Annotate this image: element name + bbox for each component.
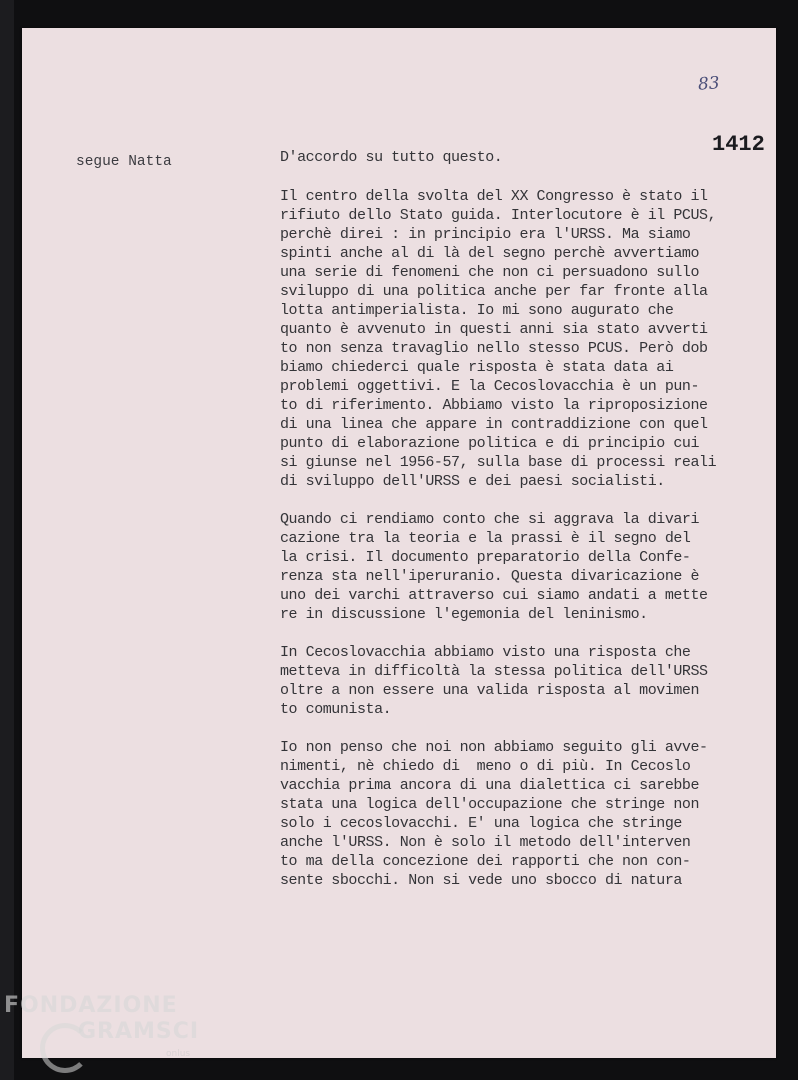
text-line: to ma della concezione dei rapporti che non con- (280, 853, 691, 870)
scan-edge (0, 0, 14, 1080)
text-line: sviluppo di una politica anche per far fronte alla (280, 283, 708, 300)
watermark-line-1: FONDAZIONE (4, 993, 178, 1018)
text-line: quanto è avvenuto in questi anni sia stato avverti (280, 321, 708, 338)
handwritten-page-number: 83 (697, 73, 721, 95)
stamped-page-number: 1412 (712, 132, 765, 157)
text-line: to comunista. (280, 701, 392, 718)
text-line: anche l'URSS. Non è solo il metodo dell'interven (280, 834, 691, 851)
text-line: problemi oggettivi. E la Cecoslovacchia è un pun- (280, 378, 700, 395)
paragraph (280, 738, 765, 890)
text-line: oltre a non essere una valida risposta al movimen (280, 682, 700, 699)
text-line: solo i cecoslovacchi. E' una logica che stringe (280, 815, 682, 832)
text-line: punto di elaborazione politica e di principio cui (280, 435, 700, 452)
text-line: D'accordo su tutto questo. (280, 149, 503, 166)
text-line: una serie di fenomeni che non ci persuadono sullo (280, 264, 700, 281)
text-line: Il centro della svolta del XX Congresso è stato il (280, 188, 708, 205)
paragraph (280, 148, 765, 167)
text-line: In Cecoslovacchia abbiamo visto una risposta che (280, 644, 691, 661)
text-line: sente sbocchi. Non si vede uno sbocco di natura (280, 872, 682, 889)
text-line: cazione tra la teoria e la prassi è il segno del (280, 530, 691, 547)
text-line: lotta antimperialista. Io mi sono augurato che (280, 302, 674, 319)
text-line: Quando ci rendiamo conto che si aggrava la divari (280, 511, 700, 528)
text-line: spinti anche al di là del segno perchè avvertiamo (280, 245, 700, 262)
text-line: to non senza travaglio nello stesso PCUS. Però dob (280, 340, 708, 357)
text-line: biamo chiederci quale risposta è stata data ai (280, 359, 674, 376)
fondazione-gramsci-watermark (4, 993, 200, 1079)
text-line: la crisi. Il documento preparatorio della Confe- (280, 549, 691, 566)
text-line: metteva in difficoltà la stessa politica dell'URSS (280, 663, 708, 680)
text-line: perchè direi : in principio era l'URSS. Ma siamo (280, 226, 691, 243)
text-line: nimenti, nè chiedo di meno o di più. In Cecoslo (280, 758, 691, 775)
text-line: uno dei varchi attraverso cui siamo andati a mette (280, 587, 708, 604)
watermark-onlus: onlus (166, 1049, 191, 1059)
watermark-line-2: GRAMSCI (78, 1019, 200, 1044)
typed-text-body (280, 148, 765, 909)
paragraph (280, 187, 765, 491)
text-line: Io non penso che noi non abbiamo seguito gli avve- (280, 739, 708, 756)
text-line: di una linea che appare in contraddizione con quel (280, 416, 708, 433)
paragraph (280, 643, 765, 719)
text-line: vacchia prima ancora di una dialettica ci sarebbe (280, 777, 700, 794)
text-line: si giunse nel 1956-57, sulla base di processi reali (280, 454, 717, 471)
speaker-label: segue Natta (76, 154, 172, 170)
text-line: rifiuto dello Stato guida. Interlocutore è il PCUS, (280, 207, 717, 224)
text-line: di sviluppo dell'URSS e dei paesi socialisti. (280, 473, 665, 490)
paragraph (280, 510, 765, 624)
text-line: to di riferimento. Abbiamo visto la riproposizione (280, 397, 708, 414)
text-line: re in discussione l'egemonia del leninismo. (280, 606, 648, 623)
text-line: renza sta nell'iperuranio. Questa divaricazione è (280, 568, 700, 585)
text-line: stata una logica dell'occupazione che stringe non (280, 796, 700, 813)
